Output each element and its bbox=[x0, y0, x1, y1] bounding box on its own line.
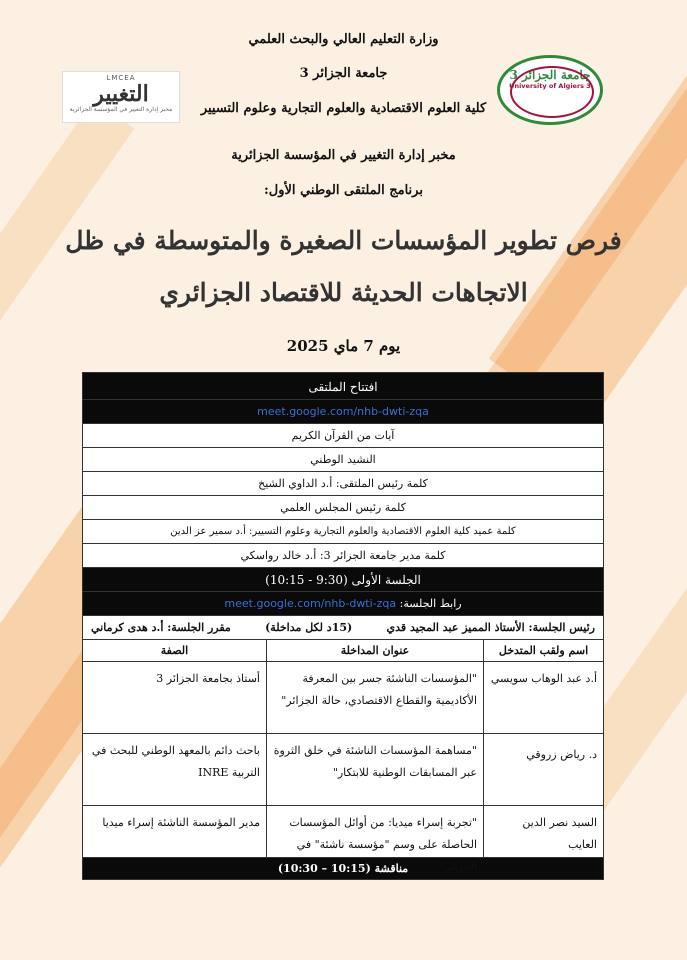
university-name: جامعة الجزائر 3 bbox=[299, 66, 388, 81]
opening-link-row bbox=[82, 400, 604, 424]
column-header-role: الصفة bbox=[160, 644, 189, 657]
opening-item: كلمة رئيس الملتقى: أ.د الداوي الشيخ bbox=[82, 472, 604, 496]
column-header-title: عنوان المداخلة bbox=[266, 640, 483, 661]
conference-title-line1: فرص تطوير المؤسسات الصغيرة والمتوسطة في ظل bbox=[65, 226, 622, 255]
speaker-role: باحث دائم بالمعهد الوطني للبحث في التربية INRE bbox=[91, 744, 260, 779]
university-logo-ring bbox=[510, 66, 594, 118]
speaker-role: مدير المؤسسة الناشئة إسراء ميديا bbox=[102, 816, 260, 829]
lab-logo bbox=[62, 71, 180, 123]
university-logo-en: University of Algiers 3 bbox=[509, 82, 591, 90]
discussion-row: مناقشة (10:15 – 10:30) bbox=[82, 858, 604, 880]
speaker-name: السيد نصر الدين العايب bbox=[483, 806, 603, 857]
lab-logo-caption: مخبر إدارة التغيير في المؤسسة الجزائرية bbox=[69, 106, 173, 113]
talk-title: "المؤسسات الناشئة جسر بين المعرفة الأكاديمية والقطاع الاقتصادي، حالة الجزائر" bbox=[266, 662, 483, 733]
column-header-name: اسم ولقب المتدخل bbox=[483, 640, 603, 661]
session1-link-row bbox=[82, 592, 604, 616]
university-logo-ar: جامعة الجزائر 3 bbox=[509, 68, 591, 82]
ministry-name: وزارة التعليم العالي والبحث العلمي bbox=[248, 32, 439, 47]
session1-heading: الجلسة الأولى (9:30 - 10:15) bbox=[82, 568, 604, 592]
session1-chair: رئيس الجلسة: الأستاذ المميز عبد المجيد قدي bbox=[386, 621, 595, 634]
speaker-role: أستاذ بجامعة الجزائر 3 bbox=[156, 672, 260, 685]
lab-name: مخبر إدارة التغيير في المؤسسة الجزائرية bbox=[231, 148, 456, 163]
opening-meet-link[interactable]: meet.google.com/nhb-dwti-zqa bbox=[257, 405, 429, 418]
talk-title: "مساهمة المؤسسات الناشئة في خلق الثروة عبر المسابقات الوطنية للابتكار" bbox=[266, 734, 483, 805]
program-table bbox=[82, 372, 604, 880]
conference-date: يوم 7 ماي 2025 bbox=[286, 337, 401, 355]
session1-link-label: رابط الجلسة: bbox=[399, 597, 462, 610]
university-logo bbox=[497, 55, 603, 125]
opening-item: كلمة عميد كلية العلوم الاقتصادية والعلوم التجارية وعلوم التسيير: أ.د سمير عز الدين bbox=[82, 520, 604, 544]
lab-logo-abbr: LMCEA bbox=[106, 74, 136, 82]
opening-item: النشيد الوطني bbox=[82, 448, 604, 472]
session1-duration: (15د لكل مداخلة) bbox=[265, 621, 353, 634]
speaker-name: أ.د عبد الوهاب سويسي bbox=[483, 662, 603, 733]
session1-chair-row bbox=[82, 616, 604, 640]
opening-item: آيات من القرآن الكريم bbox=[82, 424, 604, 448]
opening-item: كلمة مدير جامعة الجزائر 3: أ.د خالد رواسكي bbox=[82, 544, 604, 568]
opening-item: كلمة رئيس المجلس العلمي bbox=[82, 496, 604, 520]
conference-title-line2: الاتجاهات الحديثة للاقتصاد الجزائري bbox=[159, 278, 528, 307]
session1-meet-link[interactable]: meet.google.com/nhb-dwti-zqa bbox=[224, 597, 397, 610]
table-row bbox=[82, 662, 604, 734]
program-label: برنامج الملتقى الوطني الأول: bbox=[264, 183, 423, 198]
faculty-name: كلية العلوم الاقتصادية والعلوم التجارية وعلوم التسيير bbox=[200, 101, 487, 116]
talk-title: "تجربة إسراء ميديا: من أوائل المؤسسات الحاصلة على وسم "مؤسسة ناشئة" في الجزائر" bbox=[266, 806, 483, 857]
table-row bbox=[82, 734, 604, 806]
speaker-name: د. رياض زروقي bbox=[483, 734, 603, 805]
opening-heading: افتتاح الملتقى bbox=[82, 372, 604, 400]
session1-rapporteur: مقرر الجلسة: أ.د هدى كرماني bbox=[91, 621, 231, 634]
lab-logo-word: التغيير bbox=[93, 81, 149, 107]
table-header-row bbox=[82, 640, 604, 662]
